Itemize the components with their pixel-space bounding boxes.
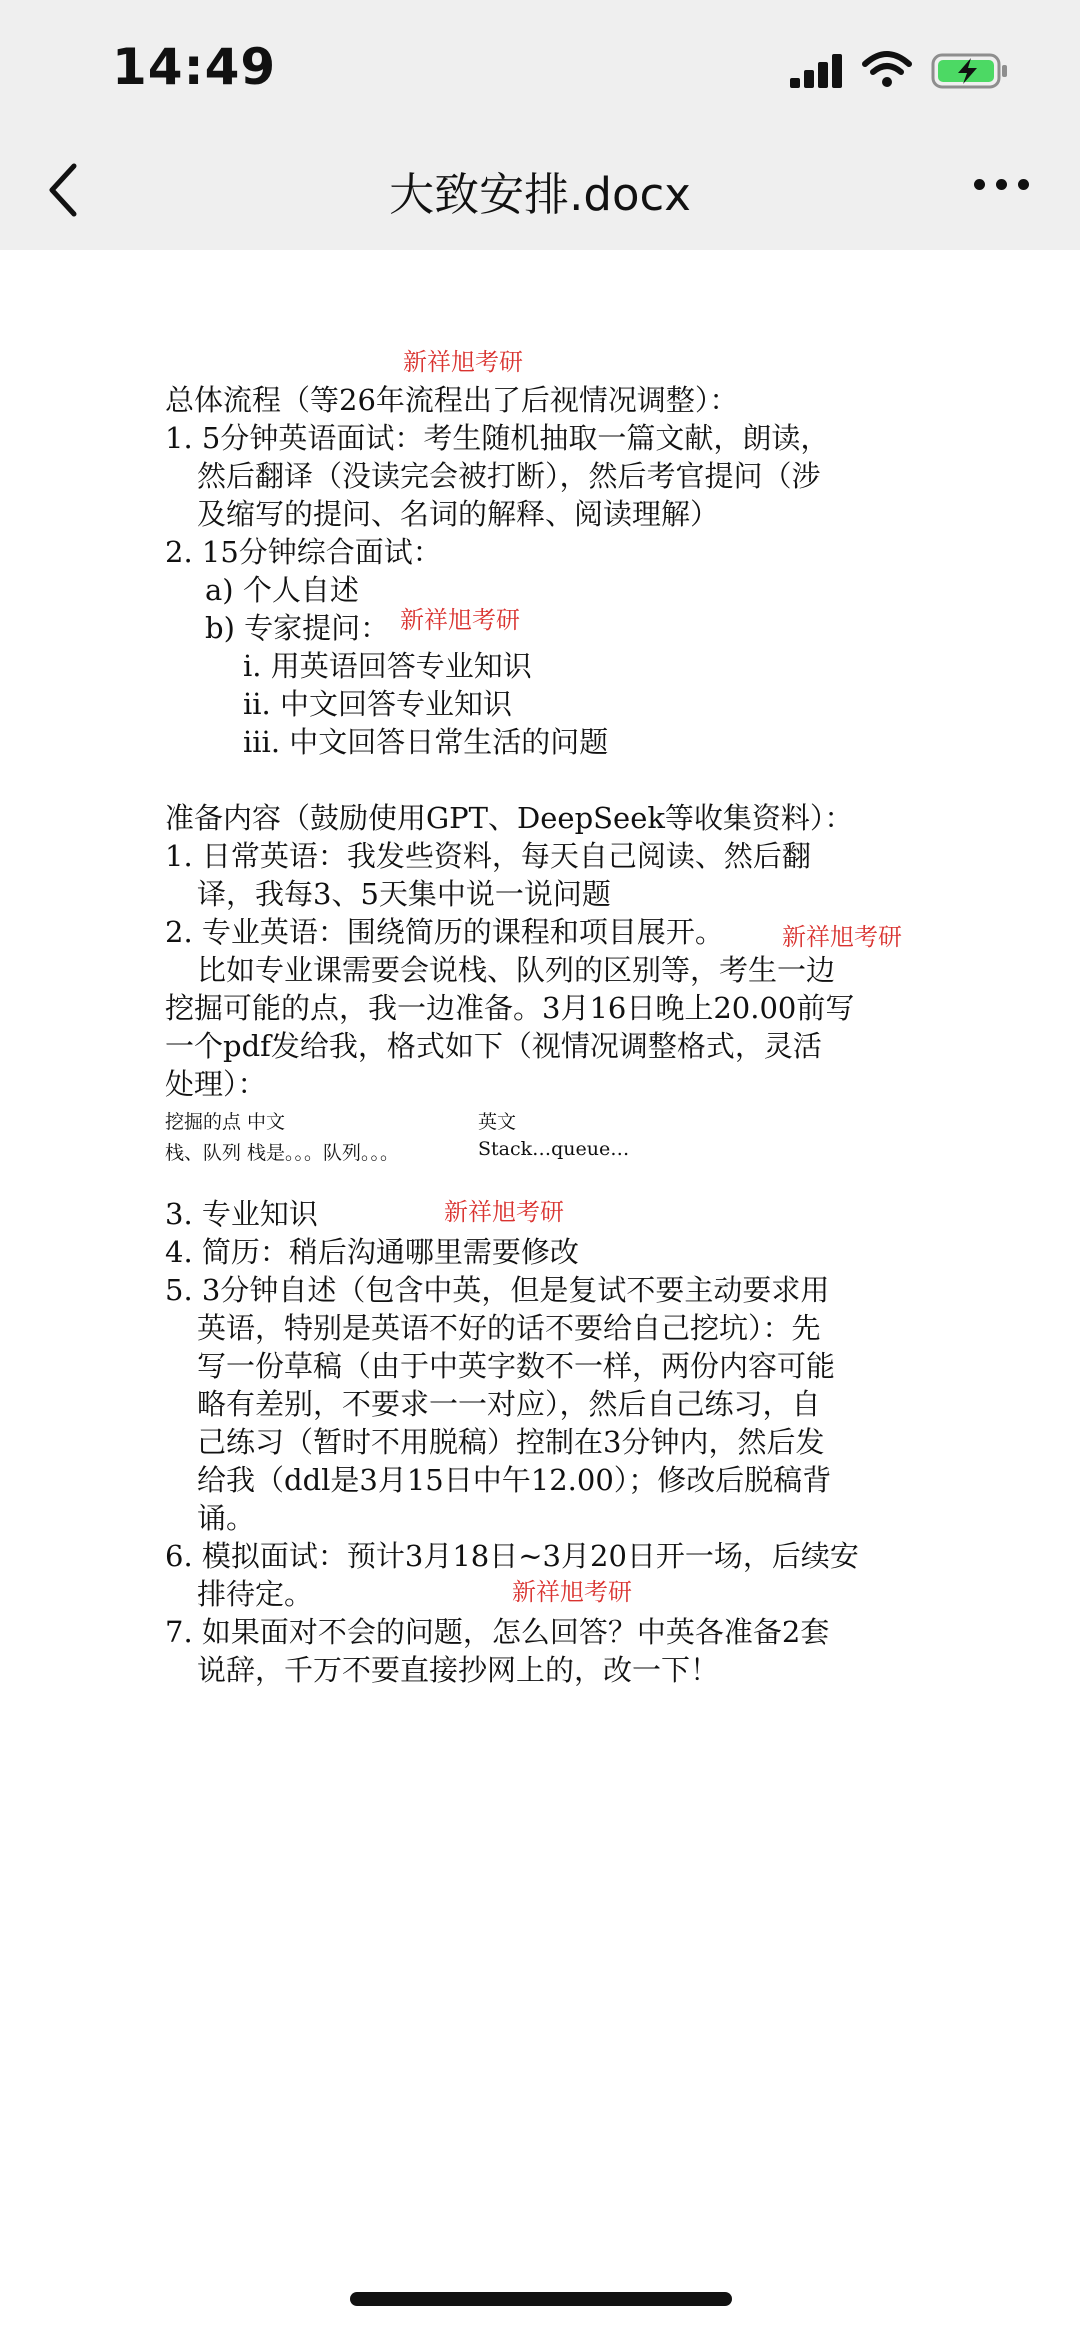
list-item-continuation: 排待定。 (197, 1577, 314, 1611)
section-heading: 总体流程（等26年流程出了后视情况调整）： (165, 383, 739, 417)
watermark: 新祥旭考研 (400, 606, 520, 634)
battery-charging-icon (930, 52, 1010, 90)
sub-sub-list-item: ii. 中文回答专业知识 (243, 687, 512, 721)
list-item: 2. 专业英语：围绕简历的课程和项目展开。 (165, 915, 724, 949)
more-dot-icon (974, 179, 985, 190)
table-header-cell: 英文 (478, 1111, 517, 1133)
list-item-continuation: 英语，特别是英语不好的话不要给自己挖坑）：先 (197, 1311, 821, 1345)
more-options-button[interactable] (972, 175, 1032, 195)
list-item-continuation: 己练习（暂时不用脱稿）控制在3分钟内，然后发 (197, 1425, 825, 1459)
document-page (0, 250, 1080, 2280)
list-item-continuation: 写一份草稿（由于中英字数不一样，两份内容可能 (197, 1349, 836, 1383)
list-item: 5. 3分钟自述（包含中英，但是复试不要主动要求用 (165, 1273, 830, 1307)
list-item: 6. 模拟面试：预计3月18日~3月20日开一场，后续安 (165, 1539, 859, 1573)
home-indicator[interactable] (350, 2292, 732, 2306)
paragraph-line: 比如专业课需要会说栈、队列的区别等，考生一边 (197, 953, 836, 987)
section-heading: 准备内容（鼓励使用GPT、DeepSeek等收集资料）： (165, 801, 854, 835)
watermark: 新祥旭考研 (444, 1198, 564, 1226)
watermark: 新祥旭考研 (403, 348, 523, 376)
document-title: 大致安排.docx (389, 168, 691, 221)
wifi-icon (862, 50, 912, 90)
more-dot-icon (996, 179, 1007, 190)
sub-list-item: a) 个人自述 (205, 573, 359, 607)
table-cell: 栈、队列 栈是。。。队列。。。 (165, 1142, 400, 1164)
list-item: 1. 5分钟英语面试：考生随机抽取一篇文献，朗读， (165, 421, 830, 455)
list-item: 1. 日常英语：我发些资料，每天自己阅读、然后翻 (165, 839, 811, 873)
list-item: 7. 如果面对不会的问题，怎么回答？中英各准备2套 (165, 1615, 830, 1649)
watermark: 新祥旭考研 (782, 923, 902, 951)
list-item: 2. 15分钟综合面试： (165, 535, 442, 569)
sub-sub-list-item: iii. 中文回答日常生活的问题 (243, 725, 609, 759)
list-item-continuation: 说辞，千万不要直接抄网上的，改一下！ (197, 1653, 720, 1687)
list-item-continuation: 及缩写的提问、名词的解释、阅读理解） (197, 497, 720, 531)
cellular-signal-icon (788, 52, 848, 90)
status-time: 14:49 (112, 38, 277, 96)
list-item-continuation: 然后翻译（没读完会被打断），然后考官提问（涉 (197, 459, 821, 493)
list-item: 4. 简历：稍后沟通哪里需要修改 (165, 1235, 579, 1269)
paragraph-line: 挖掘可能的点，我一边准备。3月16日晚上20.00前写 (165, 991, 855, 1025)
list-item-continuation: 诵。 (197, 1501, 256, 1535)
list-item-continuation: 给我（ddl是3月15日中午12.00）；修改后脱稿背 (197, 1463, 832, 1497)
paragraph-line: 处理）： (165, 1067, 267, 1101)
more-dot-icon (1018, 179, 1029, 190)
list-item-continuation: 略有差别，不要求一一对应），然后自己练习，自 (197, 1387, 821, 1421)
table-header-cell: 挖掘的点 中文 (165, 1111, 286, 1133)
paragraph-line: 一个pdf发给我，格式如下（视情况调整格式，灵活 (165, 1029, 822, 1063)
table-cell: Stack…queue… (478, 1138, 630, 1160)
list-item-continuation: 译，我每3、5天集中说一说问题 (197, 877, 611, 911)
watermark: 新祥旭考研 (512, 1578, 632, 1606)
top-bar (0, 0, 1080, 250)
sub-sub-list-item: i. 用英语回答专业知识 (243, 649, 532, 683)
sub-list-item: b) 专家提问： (205, 611, 390, 645)
list-item: 3. 专业知识 (165, 1197, 318, 1231)
